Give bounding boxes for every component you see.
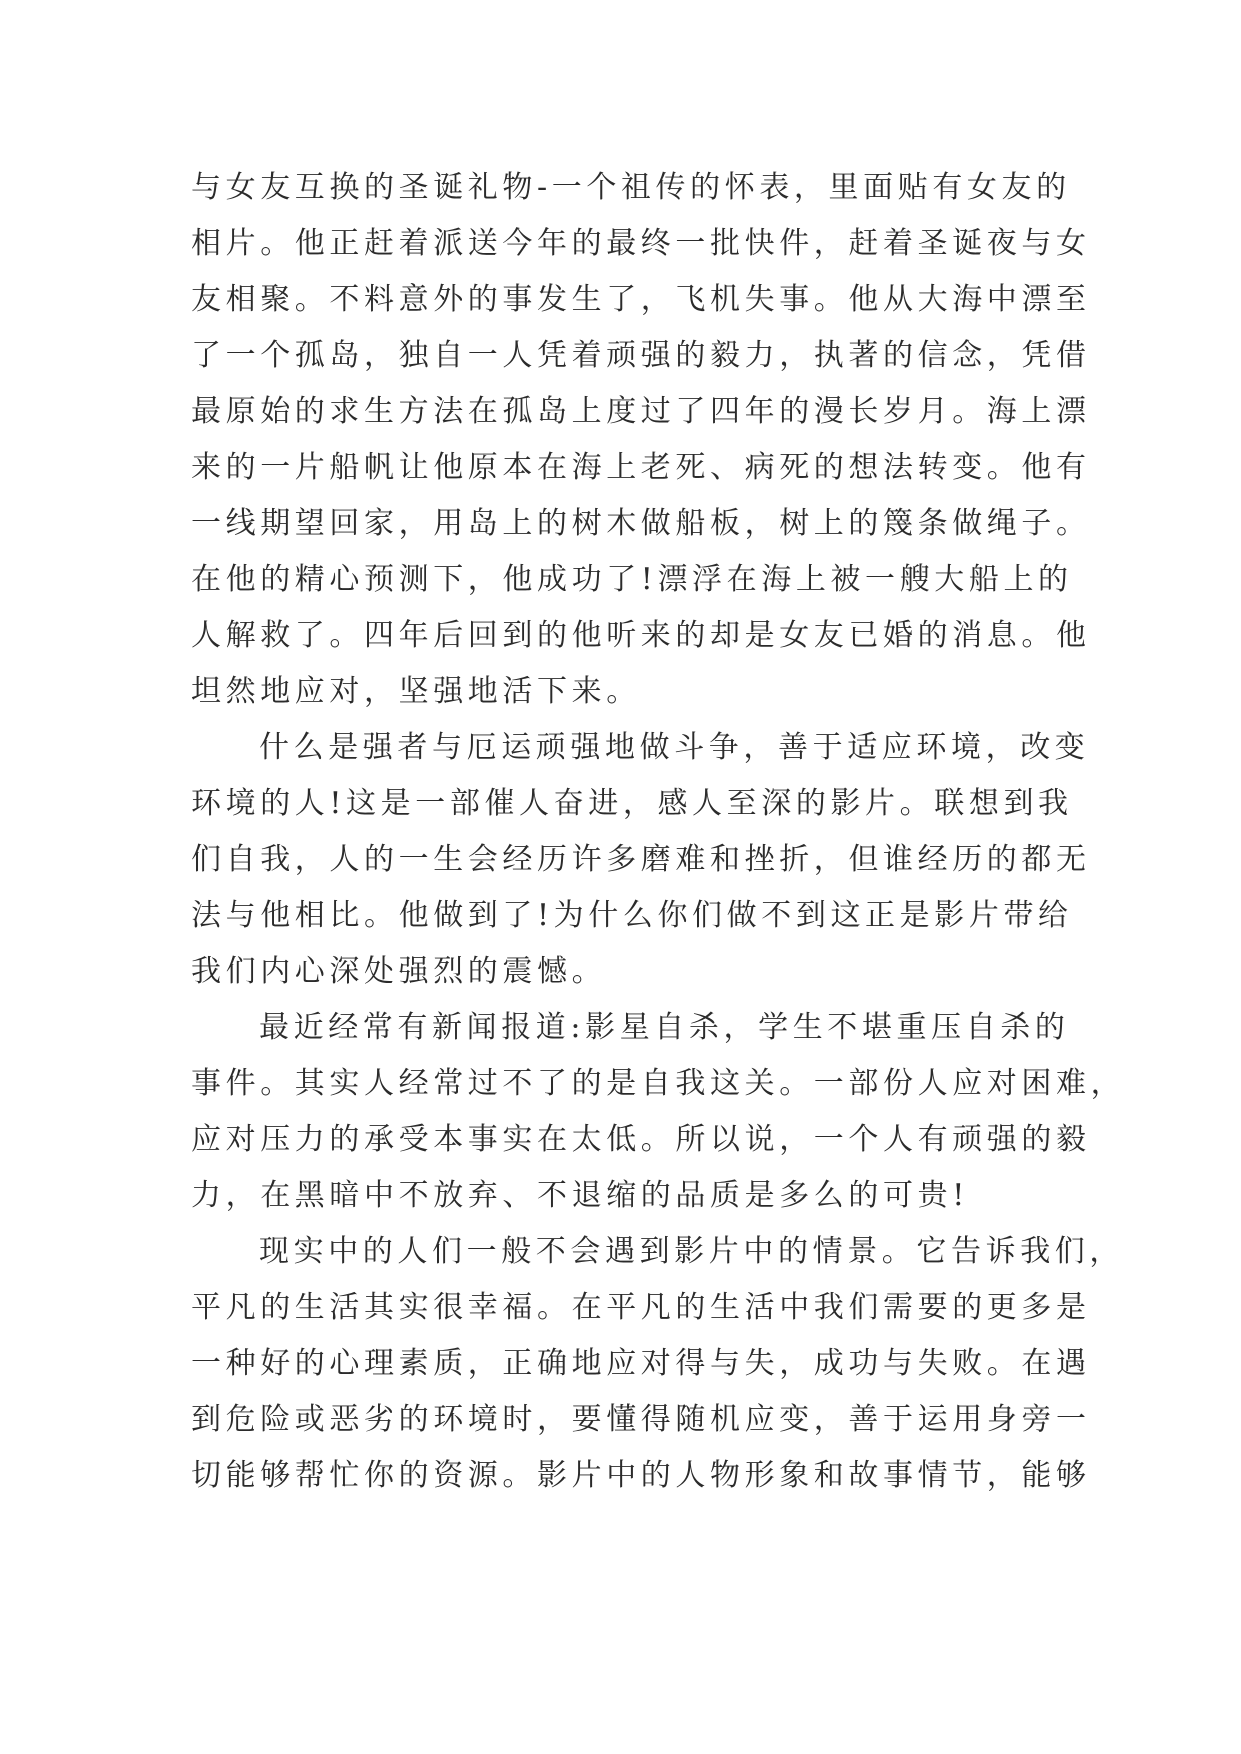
paragraph-first-line: 最近经常有新闻报道:影星自杀，学生不堪重压自杀的 [259,1010,1070,1045]
text-line: 相片。他正赶着派送今年的最终一批快件，赶着圣诞夜与女 [191,226,1091,261]
text-line: 友相聚。不料意外的事发生了，飞机失事。他从大海中漂至 [191,282,1091,317]
text-line: 力，在黑暗中不放弃、不退缩的品质是多么的可贵! [191,1178,969,1213]
text-line: 与女友互换的圣诞礼物-一个祖传的怀表，里面贴有女友的 [191,170,1071,205]
text-line: 法与他相比。他做到了!为什么你们做不到这正是影片带给 [191,898,1073,933]
text-line: 最原始的求生方法在孤岛上度过了四年的漫长岁月。海上漂 [191,394,1091,429]
text-line: 到危险或恶劣的环境时，要懂得随机应变，善于运用身旁一 [191,1402,1091,1437]
text-line: 平凡的生活其实很幸福。在平凡的生活中我们需要的更多是 [191,1290,1091,1325]
text-line: 我们内心深处强烈的震憾。 [191,954,607,989]
text-line: 人解救了。四年后回到的他听来的却是女友已婚的消息。他 [191,618,1091,653]
text-line: 环境的人!这是一部催人奋进，感人至深的影片。联想到我 [191,786,1073,821]
paragraph-first-line: 现实中的人们一般不会遇到影片中的情景。它告诉我们， [259,1234,1124,1269]
text-line: 来的一片船帆让他原本在海上老死、病死的想法转变。他有 [191,450,1091,485]
text-line: 一线期望回家，用岛上的树木做船板，树上的篾条做绳子。 [191,506,1091,541]
text-line: 坦然地应对，坚强地活下来。 [191,674,641,709]
text-line: 了一个孤岛，独自一人凭着顽强的毅力，执著的信念，凭借 [191,338,1091,373]
text-line: 应对压力的承受本事实在太低。所以说，一个人有顽强的毅 [191,1122,1091,1157]
paragraph-first-line: 什么是强者与厄运顽强地做斗争，善于适应环境，改变 [259,730,1090,765]
text-line: 们自我，人的一生会经历许多磨难和挫折，但谁经历的都无 [191,842,1091,877]
text-line: 事件。其实人经常过不了的是自我这关。一部份人应对困难， [191,1066,1126,1101]
text-line: 在他的精心预测下，他成功了!漂浮在海上被一艘大船上的 [191,562,1073,597]
text-line: 一种好的心理素质，正确地应对得与失，成功与失败。在遇 [191,1346,1091,1381]
text-line: 切能够帮忙你的资源。影片中的人物形象和故事情节，能够 [191,1458,1091,1493]
